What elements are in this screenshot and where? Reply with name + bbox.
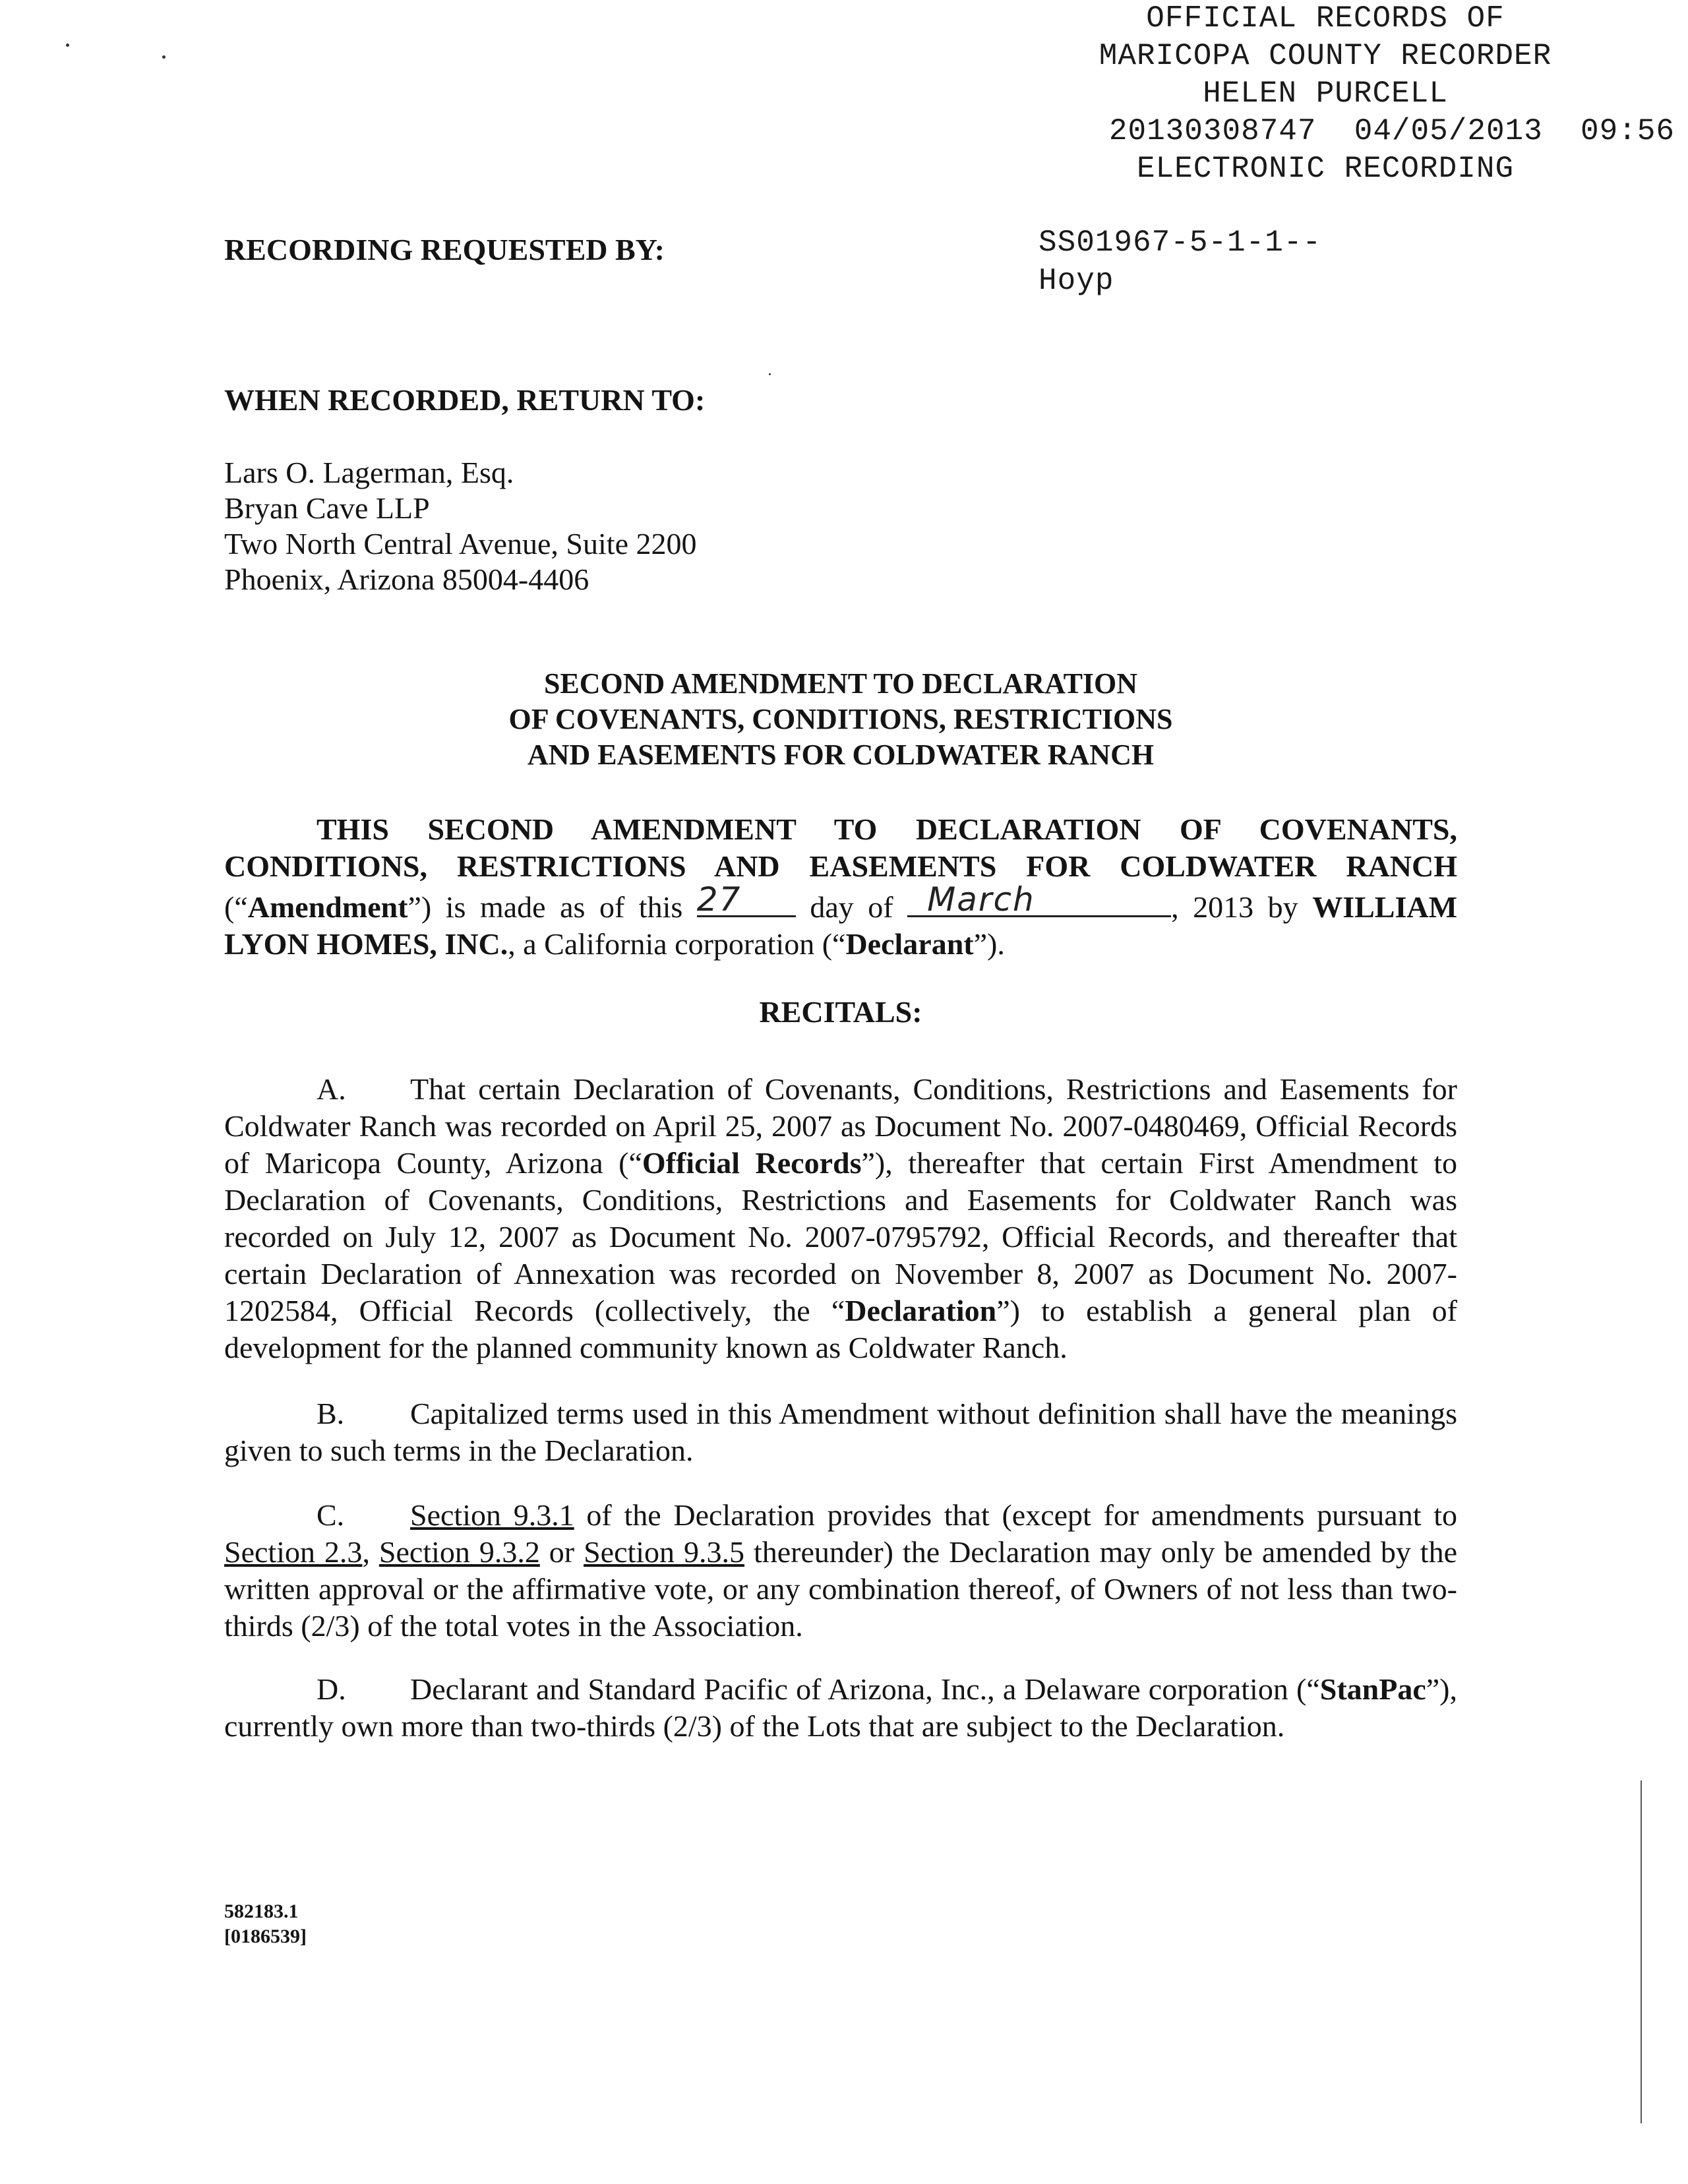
declaration-term: Declaration <box>845 1294 997 1327</box>
amendment-term: Amendment <box>247 890 408 924</box>
recital-a: A. That certain Declaration of Covenants, Conditions, Restrictions and Easements for Coldwater Ranch was recorded on April 25, 2007 as Document No. 2007-0480469, Official Records of Maricopa County, Arizona (“Official Records”), thereafter that certain First Amendment to Declaration of Covenants, Conditions, Restrictions and Easements for Coldwater Ranch was recorded on July 12, 2007 as Document No. 2007-0795792, Official Records, and thereafter that certain Declaration of Annexation was recorded on November 8, 2007 as Document No. 2007-1202584, Official Records (collectively, the “Declaration”) to establish a general plan of development for the planned community known as Coldwater Ranch. <box>224 1072 1457 1364</box>
recital-c: C. Section 9.3.1 of the Declaration provides that (except for amendments pursuant to Section 2.3, Section 9.3.2 or Section 9.3.5 thereunder) the Declaration may only be amended by the written approval or the affirmative vote, or any combination thereof, of Owners of not less than two-thirds (2/3) of the total votes in the Association. <box>224 1498 1457 1643</box>
section-reference: Section 9.3.2 <box>378 1535 540 1569</box>
return-address <box>224 455 696 597</box>
declarant-name-2: LYON HOMES, INC. <box>224 927 508 961</box>
recital-letter: B. <box>316 1397 345 1430</box>
declarant-name-1: WILLIAM <box>1312 890 1458 924</box>
intro-line-4: LYON HOMES, INC., a California corporation (“Declarant”). <box>224 927 1005 961</box>
declarant-term: Declarant <box>845 927 974 961</box>
recital-letter: D. <box>316 1672 346 1706</box>
intro-line-3: (“Amendment”) is made as of this 27 day of March , 2013 by WILLIAM <box>224 880 1458 924</box>
client-number: [0186539] <box>224 1926 307 1947</box>
document-title <box>224 666 1457 773</box>
intro-line-1: THIS SECOND AMENDMENT TO DECLARATION OF COVENANTS, <box>316 812 1457 846</box>
intro-line-2: CONDITIONS, RESTRICTIONS AND EASEMENTS FOR COLDWATER RANCH <box>224 849 1457 883</box>
address-line: Lars O. Lagerman, Esq. <box>224 456 514 489</box>
section-reference: Section 2.3 <box>224 1535 363 1569</box>
recital-d: D. Declarant and Standard Pacific of Arizona, Inc., a Delaware corporation (“StanPac”), currently own more than two-thirds (2/3) of the Lots that are subject to the Declaration. <box>224 1672 1457 1743</box>
stamp-line: ELECTRONIC RECORDING <box>1136 152 1515 186</box>
day-handwritten: 27 <box>696 880 742 919</box>
address-line: Bryan Cave LLP <box>224 491 430 525</box>
recitals-heading: RECITALS: <box>759 995 922 1029</box>
stamp-line: HELEN PURCELL <box>1203 76 1448 111</box>
month-blank <box>907 880 1171 919</box>
stamp-line: MARICOPA COUNTY RECORDER <box>1099 39 1552 73</box>
recorder-stamp <box>976 0 1675 188</box>
scan-speck <box>769 373 771 375</box>
official-records-term: Official Records <box>642 1146 862 1180</box>
title-line: SECOND AMENDMENT TO DECLARATION <box>543 667 1138 700</box>
stamp-recording-number: 20130308747 04/05/2013 09:56 <box>1108 114 1675 148</box>
intro-paragraph <box>224 811 1457 963</box>
recital-letter: A. <box>316 1072 346 1106</box>
recording-requested-by-label: RECORDING REQUESTED BY: <box>224 233 665 266</box>
day-blank <box>696 880 796 919</box>
address-line: Two North Central Avenue, Suite 2200 <box>224 527 697 561</box>
month-handwritten: March <box>927 880 1035 919</box>
scan-edge-line <box>1641 1780 1642 2123</box>
doc-number: 582183.1 <box>224 1900 299 1922</box>
recital-letter: C. <box>316 1498 345 1532</box>
stanpac-term: StanPac <box>1319 1672 1426 1706</box>
address-line: Phoenix, Arizona 85004-4406 <box>224 562 589 596</box>
recital-b: B. Capitalized terms used in this Amendment without definition shall have the meanings given to such terms in the Declaration. <box>224 1397 1457 1467</box>
when-recorded-return-to-label: WHEN RECORDED, RETURN TO: <box>224 383 706 417</box>
title-line: OF COVENANTS, CONDITIONS, RESTRICTIONS <box>508 703 1173 735</box>
title-line: AND EASEMENTS FOR COLDWATER RANCH <box>527 739 1155 771</box>
section-reference: Section 9.3.1 <box>410 1498 574 1532</box>
stamp-ref-name: Hoyp <box>1039 264 1114 298</box>
document-footer <box>224 1899 307 1949</box>
stamp-line: OFFICIAL RECORDS OF <box>1146 1 1505 36</box>
stamp-ref-code: SS01967-5-1-1-- <box>1039 226 1322 260</box>
scan-speck <box>66 44 69 47</box>
section-reference: Section 9.3.5 <box>584 1535 745 1569</box>
scan-speck <box>162 55 166 59</box>
